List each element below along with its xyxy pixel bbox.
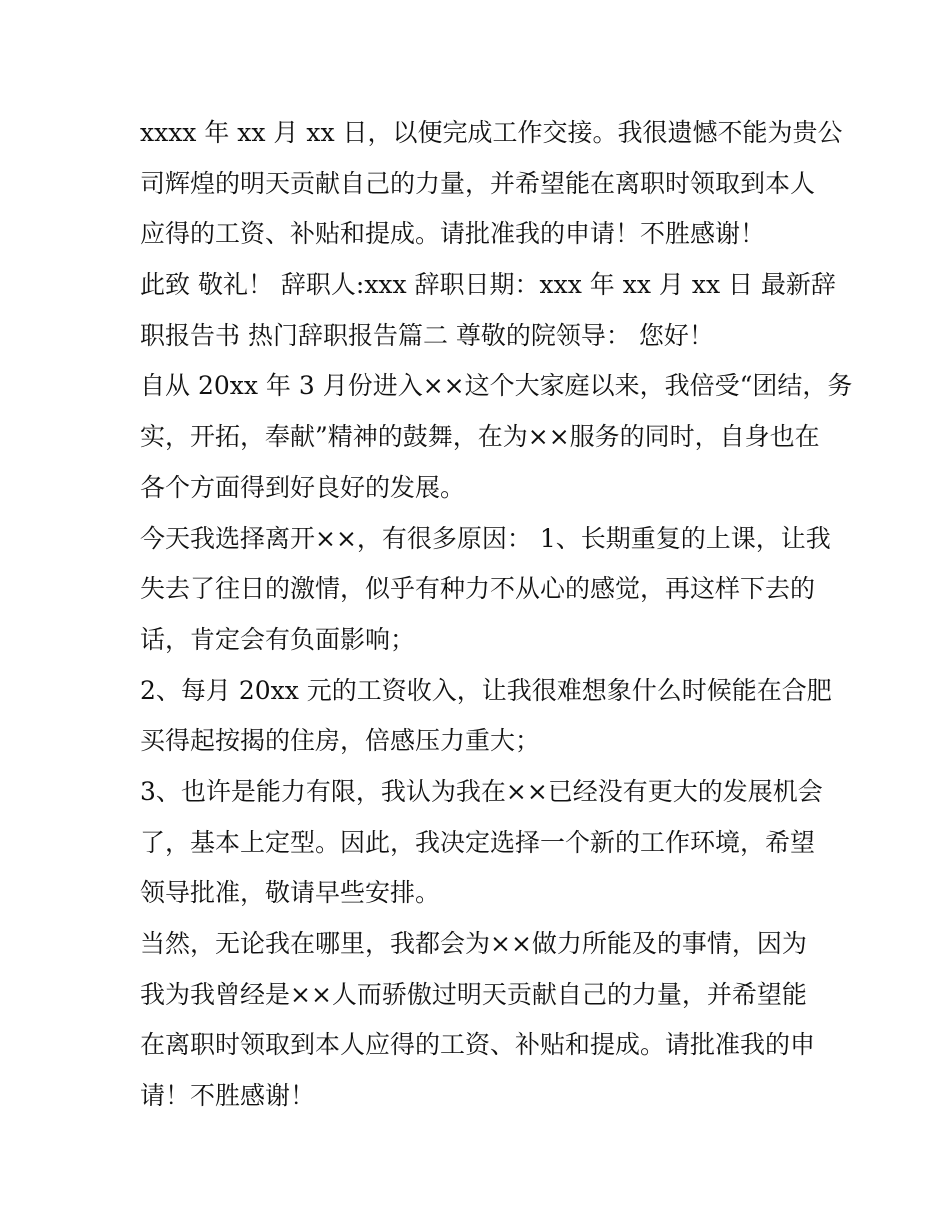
text-line: 在离职时领取到本人应得的工资、补贴和提成。请批准我的申 xyxy=(140,1030,816,1060)
document-body xyxy=(140,108,853,1122)
text-line: 领导批准，敬请早些安排。 xyxy=(140,878,441,908)
text-line: xxxx 年 xx 月 xx 日，以便完成工作交接。我很遗憾不能为贵公 xyxy=(140,118,843,147)
text-line: 买得起按揭的住房，倍感压力重大； xyxy=(140,726,541,756)
text-line: 各个方面得到好良好的发展。 xyxy=(140,472,466,502)
text-line: 此致 敬礼！ 辞职人:xxx 辞职日期：xxx 年 xx 月 xx 日 最新辞 xyxy=(140,270,836,300)
text-line: 话，肯定会有负面影响； xyxy=(140,624,416,654)
text-line: 当然，无论我在哪里，我都会为××做力所能及的事情，因为 xyxy=(140,929,807,958)
text-line: 了，基本上定型。因此，我决定选择一个新的工作环境，希望 xyxy=(140,827,816,857)
text-line: 请！不胜感谢！ xyxy=(140,1081,316,1111)
text-line: 3、也许是能力有限，我认为我在××已经没有更大的发展机会 xyxy=(140,776,823,806)
text-line: 自从 20xx 年 3 月份进入××这个大家庭以来，我倍受“团结，务 xyxy=(140,371,853,401)
text-line: 我为我曾经是××人而骄傲过明天贡献自己的力量，并希望能 xyxy=(140,979,807,1009)
text-line: 司辉煌的明天贡献自己的力量，并希望能在离职时领取到本人 xyxy=(140,168,816,198)
text-line: 失去了往日的激情，似乎有种力不从心的感觉，再这样下去的 xyxy=(140,574,816,604)
text-line: 职报告书 热门辞职报告篇二 尊敬的院领导： 您好！ xyxy=(140,320,714,350)
text-line: 实，开拓，奉献”精神的鼓舞，在为××服务的同时，自身也在 xyxy=(140,422,820,452)
text-line: 2、每月 20xx 元的工资收入，让我很难想象什么时候能在合肥 xyxy=(140,675,832,705)
text-line: 今天我选择离开××，有很多原因： 1、长期重复的上课，让我 xyxy=(140,523,831,553)
text-line: 应得的工资、补贴和提成。请批准我的申请！不胜感谢！ xyxy=(140,219,766,249)
